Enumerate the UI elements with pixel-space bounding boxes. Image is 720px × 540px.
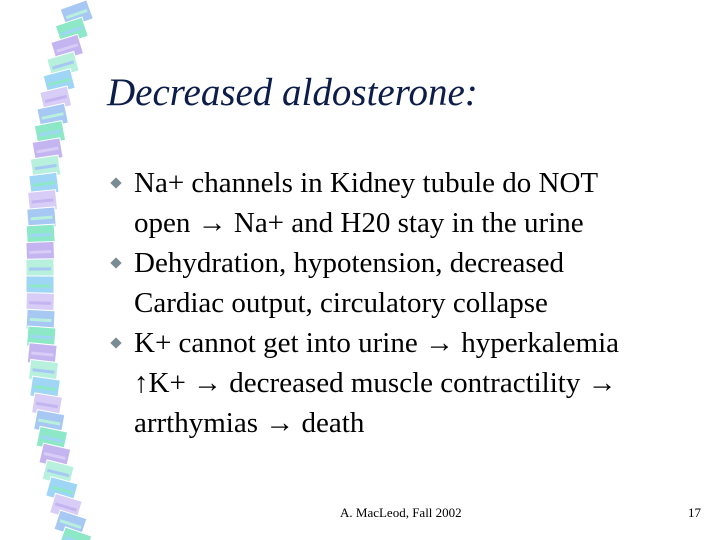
slide-title: Decreased aldosterone: bbox=[107, 71, 478, 114]
bullet-text-line: Cardiac output, circulatory collapse bbox=[134, 287, 548, 319]
bullet-item-3 bbox=[110, 323, 710, 443]
diamond-bullet-icon bbox=[110, 337, 121, 348]
bullet-text-line: arrthymias → death bbox=[134, 407, 365, 439]
page-number: 17 bbox=[688, 505, 701, 520]
bullet-text-line: Na+ channels in Kidney tubule do NOT bbox=[134, 167, 599, 199]
bullet-text-line: Dehydration, hypotension, decreased bbox=[134, 247, 565, 279]
bullet-text-line: ↑K+ → decreased muscle contractility → bbox=[134, 367, 617, 399]
bullet-text-line: K+ cannot get into urine → hyperkalemia bbox=[134, 327, 620, 359]
bullet-list bbox=[110, 163, 710, 443]
bullet-item-1 bbox=[110, 163, 710, 243]
spiral-binding-decoration bbox=[0, 0, 110, 540]
bullet-item-2 bbox=[110, 243, 710, 323]
diamond-bullet-icon bbox=[110, 177, 121, 188]
footer-author: A. MacLeod, Fall 2002 bbox=[340, 505, 462, 520]
bullet-text-line: open → Na+ and H20 stay in the urine bbox=[134, 207, 584, 239]
diamond-bullet-icon bbox=[110, 257, 121, 268]
